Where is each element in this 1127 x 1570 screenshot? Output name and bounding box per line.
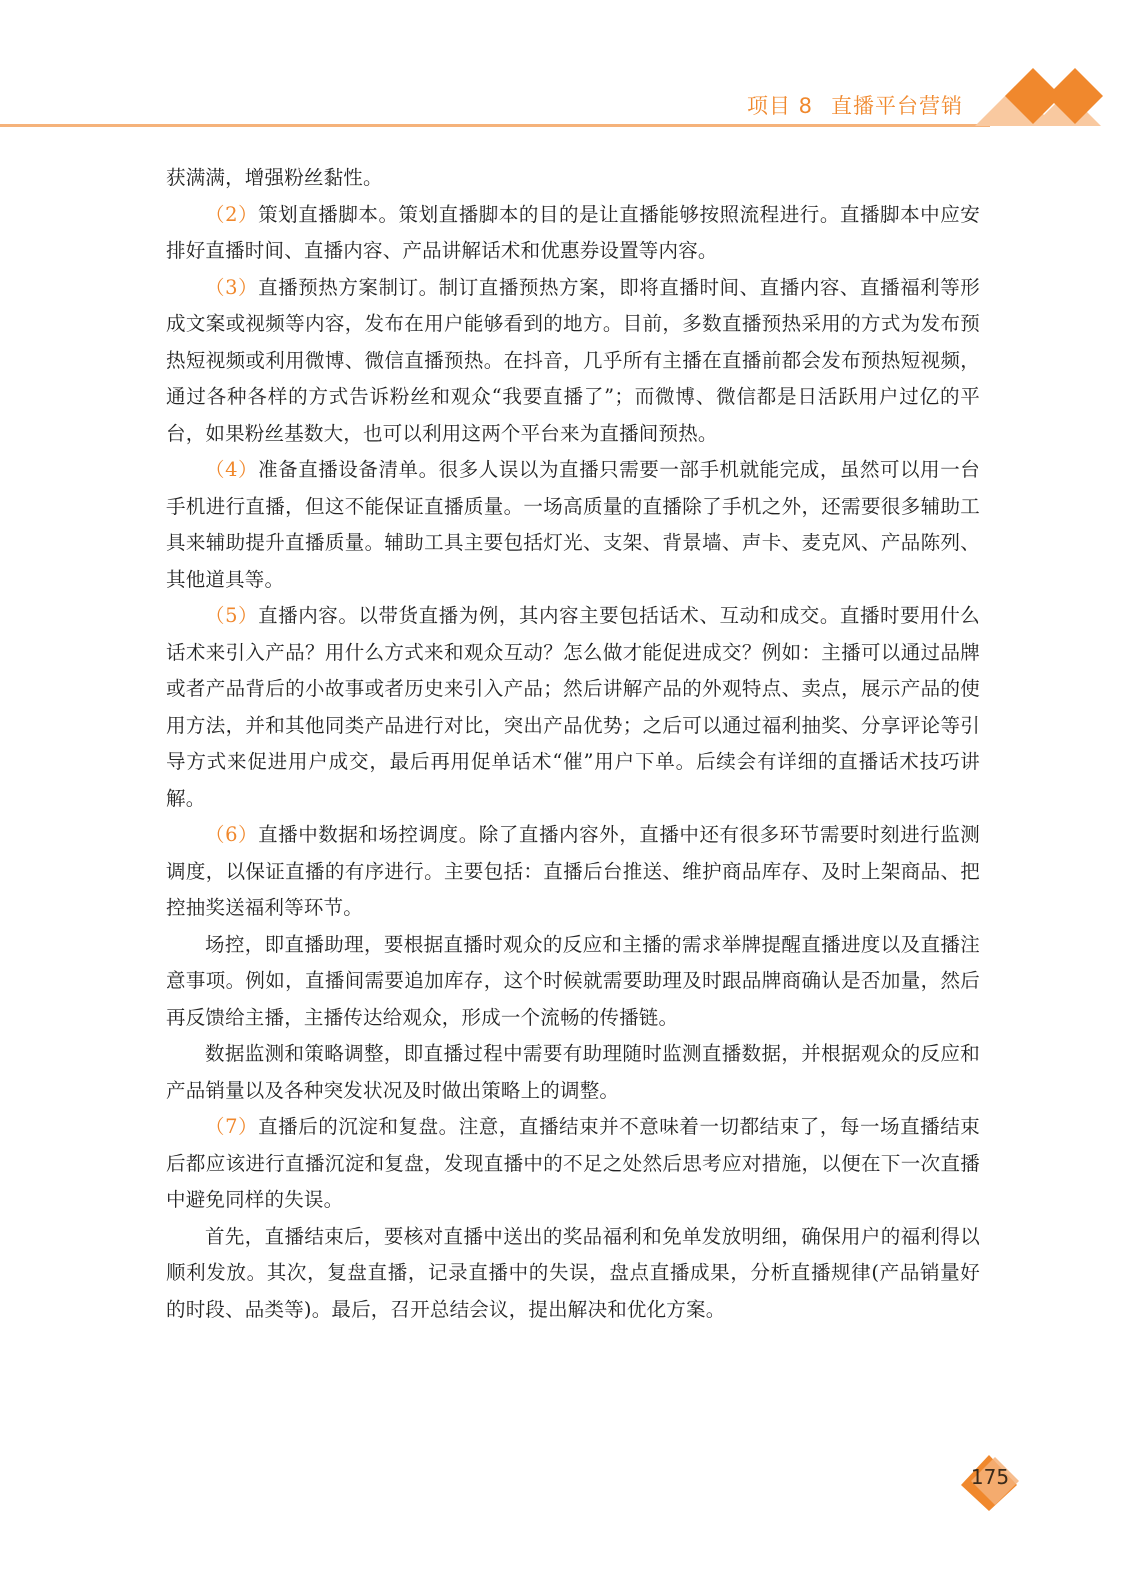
header-chapter: 直播平台营销 [831,94,964,118]
body-text [166,160,980,1328]
paragraph-8: 数据监测和策略调整，即直播过程中需要有助理随时监测直播数据，并根据观众的反应和产品销量以及各种突发状况及时做出策略上的调整。 [166,1042,980,1102]
header-title [747,90,963,120]
header-rule [0,124,990,127]
header-project: 项目 8 [747,94,814,118]
paragraph-3: （3）直播预热方案制订。制订直播预热方案，即将直播时间、直播内容、直播福利等形成文案或视频等内容，发布在用户能够看到的地方。目前，多数直播预热采用的方式为发布预热短视频或利用微博、微信直播预热。在抖音，几乎所有主播在直播前都会发布预热短视频，通过各种各样的方式告诉粉丝和观众“我要直播了”；而微博、微信都是日活跃用户过亿的平台，如果粉丝基数大，也可以利用这两个平台来为直播间预热。 [166,275,981,445]
paragraph-5: （5）直播内容。以带货直播为例，其内容主要包括话术、互动和成交。直播时要用什么话术来引入产品？用什么方式来和观众互动？怎么做才能促进成交？例如：主播可以通过品牌或者产品背后的小故事或者历史来引入产品；然后讲解产品的外观特点、卖点，展示产品的使用方法，并和其他同类产品进行对比，突出产品优势；之后可以通过福利抽奖、分享评论等引导方式来促进用户成交，最后再用促单话术“催”用户下单。后续会有详细的直播话术技巧讲解。 [166,604,981,810]
paragraph-7: 场控，即直播助理，要根据直播时观众的反应和主播的需求举牌提醒直播进度以及直播注意事项。例如，直播间需要追加库存，这个时候就需要助理及时跟品牌商确认是否加量，然后再反馈给主播，主播传达给观众，形成一个流畅的传播链。 [166,932,980,1029]
paragraph-10: 首先，直播结束后，要核对直播中送出的奖品福利和免单发放明细，确保用户的福利得以顺利发放。其次，复盘直播，记录直播中的失误，盘点直播成果，分析直播规律(产品销量好的时段、品类等)。最后，召开总结会议，提出解决和优化方案。 [166,1224,980,1321]
paragraph-6: （6）直播中数据和场控调度。除了直播内容外，直播中还有很多环节需要时刻进行监测调度，以保证直播的有序进行。主要包括：直播后台推送、维护商品库存、及时上架商品、把控抽奖送福利等环节。 [166,823,981,919]
paragraph-4: （4）准备直播设备清单。很多人误以为直播只需要一部手机就能完成，虽然可以用一台手机进行直播，但这不能保证直播质量。一场高质量的直播除了手机之外，还需要很多辅助工具来辅助提升直播质量。辅助工具主要包括灯光、支架、背景墙、声卡、麦克风、产品陈列、其他道具等。 [166,458,981,591]
paragraph-2: （2）策划直播脚本。策划直播脚本的目的是让直播能够按照流程进行。直播脚本中应安排好直播时间、直播内容、产品讲解话术和优惠券设置等内容。 [166,202,981,262]
paragraph-1: 获满满，增强粉丝黏性。 [166,166,383,189]
page-number: 175 [970,1465,1010,1489]
paragraph-9: （7）直播后的沉淀和复盘。注意，直播结束并不意味着一切都结束了，每一场直播结束后都应该进行直播沉淀和复盘，发现直播中的不足之处然后思考应对措施，以便在下一次直播中避免同样的失误。 [166,1115,981,1211]
header-diamond-decoration [975,66,1115,128]
